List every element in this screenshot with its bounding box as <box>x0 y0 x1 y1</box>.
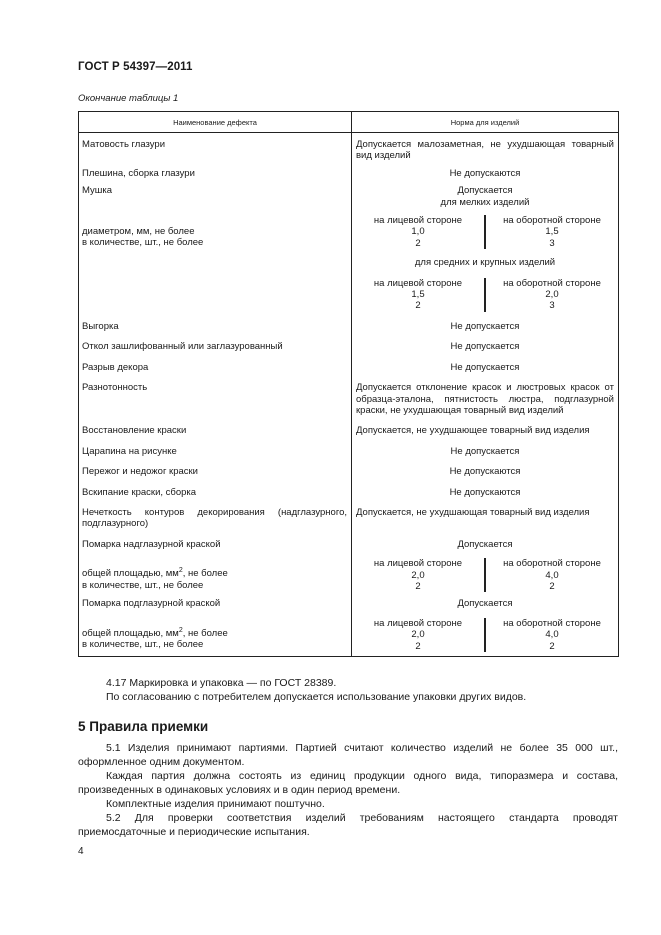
table-row <box>79 312 619 332</box>
value: 1,5 <box>545 226 559 238</box>
table-row <box>79 530 619 550</box>
table-row <box>79 332 619 352</box>
paragraph: Каждая партия должна состоять из единиц продукции одного вида, типоразмера и состава, произведенных в одинаковых условиях и в один период времени. <box>78 770 618 796</box>
norm-allowed: Допускается <box>457 538 513 550</box>
value: 4,0 <box>545 569 559 581</box>
side-label: на оборотной стороне <box>503 215 601 227</box>
param-label: в количестве, шт., не более <box>82 579 204 591</box>
table-row <box>79 269 619 312</box>
section-heading: 5 Правила приемки <box>78 719 209 734</box>
value: 2 <box>415 580 421 592</box>
paragraph: Комплектные изделия принимают поштучно. <box>106 798 325 810</box>
norm-condition: для мелких изделий <box>440 196 530 208</box>
paragraph: 5.1 Изделия принимают партиями. Партией считают количество изделий не более 35 000 шт., оформленное одним документом. <box>78 742 618 768</box>
defect-norm: Допускается, не ухудшающая товарный вид изделия <box>356 506 590 518</box>
paragraph: 4.17 Маркировка и упаковка — по ГОСТ 28389. <box>106 677 337 689</box>
table-row <box>79 592 619 609</box>
defect-norm: Допускается отклонение красок и люстровых красок от образца-эталона, пятнистость люстра, подглазурной краски, не ухудшающая товарный вид изделий <box>356 382 614 416</box>
defect-name: Нечеткость контуров декорирования (надглазурного, подглазурного) <box>79 498 352 530</box>
defect-name: Матовость глазури <box>79 133 352 162</box>
value: 4,0 <box>545 629 559 641</box>
value: 2,0 <box>411 569 425 581</box>
value: 1,0 <box>411 226 425 238</box>
side-split <box>356 215 614 249</box>
value: 1,5 <box>411 289 425 301</box>
defect-name: Разрыв декора <box>79 353 352 373</box>
table-header-row <box>79 112 619 133</box>
param-label: диаметром, мм, не более <box>82 226 195 238</box>
side-split <box>356 558 614 592</box>
side-label: на лицевой стороне <box>373 215 463 227</box>
defect-name: Выгорка <box>79 312 352 332</box>
col-header-defect: Наименование дефекта <box>79 112 352 133</box>
defect-name: Мушка <box>79 179 352 208</box>
defect-name: Помарка подглазурной краской <box>79 592 352 609</box>
value: 3 <box>549 237 555 249</box>
side-split <box>356 278 614 312</box>
table-caption: Окончание таблицы 1 <box>78 93 179 104</box>
paragraph: По согласованию с потребителем допускается использование упаковки других видов. <box>106 691 527 703</box>
defect-norm: Допускается, не ухудшающее товарный вид изделия <box>356 425 590 437</box>
side-label: на лицевой стороне <box>373 277 463 289</box>
value: 2 <box>415 300 421 312</box>
defect-name: Плешина, сборка глазури <box>79 162 352 179</box>
value: 2 <box>415 237 421 249</box>
norm-condition: для средних и крупных изделий <box>414 257 556 269</box>
value: 3 <box>549 300 555 312</box>
document-header: ГОСТ Р 54397—2011 <box>78 61 193 73</box>
defect-name: Разнотонность <box>79 373 352 416</box>
value: 2 <box>549 640 555 652</box>
table-row <box>79 478 619 498</box>
table-row <box>79 437 619 457</box>
table-row <box>79 162 619 179</box>
defect-name: Откол зашлифованный или заглазурованный <box>79 332 352 352</box>
param-label: общей площадью, $мм^2$, не более <box>82 567 228 580</box>
table-row <box>79 353 619 373</box>
value: 2,0 <box>545 289 559 301</box>
defects-table <box>78 111 619 657</box>
defect-name: Вскипание краски, сборка <box>79 478 352 498</box>
table-row <box>79 498 619 530</box>
value: 2 <box>549 580 555 592</box>
table-row <box>79 373 619 416</box>
defect-norm: Не допускаются <box>449 486 521 498</box>
page-number: 4 <box>78 846 84 857</box>
table-row <box>79 249 619 268</box>
side-label: на лицевой стороне <box>373 617 463 629</box>
norm-allowed: Допускается <box>457 598 513 610</box>
side-split <box>356 618 614 652</box>
table-row <box>79 457 619 477</box>
table-row <box>79 208 619 249</box>
col-header-norm: Норма для изделий <box>352 112 619 133</box>
defect-norm: Не допускается <box>450 361 520 373</box>
section-5-body <box>78 741 618 839</box>
defect-name: Восстановление краски <box>79 416 352 436</box>
param-label: в количестве, шт., не более <box>82 639 204 651</box>
table-row <box>79 133 619 162</box>
defect-norm: Допускается малозаметная, не ухудшающая товарный вид изделий <box>356 139 614 162</box>
packaging-paragraphs <box>78 676 618 704</box>
param-label: в количестве, шт., не более <box>82 237 204 249</box>
defect-norm: Не допускается <box>450 445 520 457</box>
defect-norm: Не допускается <box>450 320 520 332</box>
value: 2 <box>415 640 421 652</box>
table-row <box>79 179 619 208</box>
table-row <box>79 610 619 657</box>
table-row <box>79 550 619 592</box>
defect-name: Царапина на рисунке <box>79 437 352 457</box>
paragraph: 5.2 Для проверки соответствия изделий требованиям настоящего стандарта проводят приемосдаточные и периодические испытания. <box>78 812 618 838</box>
defect-name: Пережог и недожог краски <box>79 457 352 477</box>
defect-norm: Не допускаются <box>449 466 521 478</box>
norm-allowed: Допускается <box>457 185 513 197</box>
side-label: на лицевой стороне <box>373 558 463 570</box>
side-label: на оборотной стороне <box>503 617 601 629</box>
defect-norm: Не допускается <box>450 341 520 353</box>
param-label: общей площадью, $мм^2$, не более <box>82 626 228 639</box>
table-row <box>79 416 619 436</box>
value: 2,0 <box>411 629 425 641</box>
defect-norm: Не допускаются <box>449 167 521 179</box>
side-label: на оборотной стороне <box>503 558 601 570</box>
defect-name: Помарка надглазурной краской <box>79 530 352 550</box>
side-label: на оборотной стороне <box>503 277 601 289</box>
